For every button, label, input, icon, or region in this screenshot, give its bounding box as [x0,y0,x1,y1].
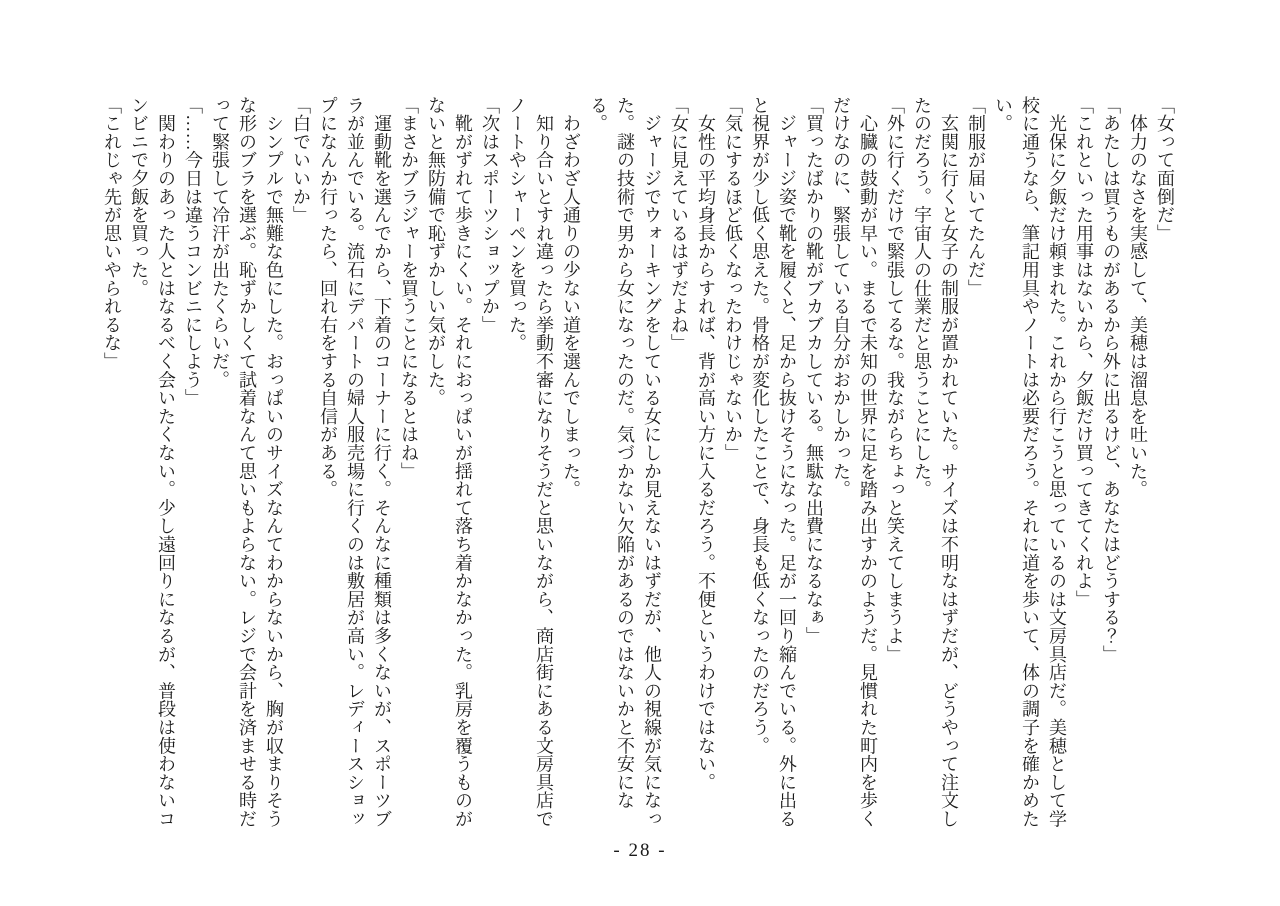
text-line: 体力のなさを実感して、美穂は溜息を吐いた。 [1128,96,1148,499]
page-number: - 28 - [613,840,667,861]
text-line: な形のブラを選ぶ。恥ずかしくて試着なんて思いもよらない。レジで会計を済ませる時だ [237,96,257,828]
text-line: プになんか行ったら、回れ右をする自信がある。 [318,96,338,499]
text-line: 「外に行くだけで緊張してるな。我ながらちょっと笑えてしまうよ」 [885,96,905,664]
text-line: シンプルで無難な色にした。おっぱいのサイズなんてわからないから、胸が収まりそう [264,96,284,828]
text-line: ないと無防備で恥ずかしい気がした。 [426,96,446,408]
text-line: たのだろう。宇宙人の仕業だと思うことにした。 [912,96,932,499]
text-line: 「これといった用事はないから、夕飯だけ買ってきてくれよ」 [1074,96,1094,609]
text-line: 「白でいいか」 [291,96,311,225]
text-line: ラが並んでいる。流石にデパートの婦人服売場に行くのは敷居が高い。レディースショッ [345,96,365,828]
text-line: ノートやシャーペンを買った。 [507,96,527,353]
text-line: 靴がずれて歩きにくい。それにおっぱいが揺れて落ち着かなかった。乳房を覆うものが [453,96,473,828]
text-line: 玄関に行くと女子の制服が置かれていた。サイズは不明なはずだが、どうやって注文し [939,96,959,828]
text-line: って緊張して冷汗が出たくらいだ。 [210,96,230,389]
text-line: 「次はスポーツショップか」 [480,96,500,334]
text-line: 光保に夕飯だけ頼まれた。これから行こうと思っているのは文房具店だ。美穂として学 [1047,96,1067,828]
text-line: 「気にするほど低くなったわけじゃないか」 [723,96,743,462]
text-line: 「これじゃ先が思いやられるな」 [102,96,122,371]
text-line: わざわざ人通りの少ない道を選んでしまった。 [561,96,581,499]
text-line: い。 [993,96,1013,133]
text-line: と視界が少し低く思えた。骨格が変化したことで、身長も低くなったのだろう。 [750,96,770,755]
text-line: 「女に見えているはずだよね」 [669,96,689,353]
text-line: だけなのに、緊張している自分がおかしかった。 [831,96,851,499]
text-line: ジャージでウォーキングをしている女にしか見えないはずだが、他人の視線が気になっ [642,96,662,828]
text-line: 関わりのあった人とはなるべく会いたくない。少し遠回りになるが、普段は使わないコ [156,96,176,828]
text-line: 「買ったばかりの靴がブカブカしている。無駄な出費になるなぁ」 [804,96,824,645]
text-line: ンビニで夕飯を買った。 [129,96,149,298]
text-line: 運動靴を選んでから、下着のコーナーに行く。そんなに種類は多くないが、スポーツブ [372,96,392,828]
text-line: 心臓の鼓動が早い。まるで未知の世界に足を踏み出すかのようだ。見慣れた町内を歩く [858,96,878,828]
text-line: 校に通うなら、筆記用具やノートは必要だろう。それに道を歩いて、体の調子を確かめた [1020,96,1040,828]
text-line: 「まさかブラジャーを買うことになるとはね」 [399,96,419,481]
vertical-text-block [98,96,1178,844]
text-line: 「女って面倒だ」 [1155,96,1175,243]
text-line: 「……今日は違うコンビニにしよう」 [183,96,203,408]
text-line: ジャージ姿で靴を履くと、足から抜けそうになった。足が一回り縮んでいる。外に出る [777,96,797,828]
text-line: 「あたしは買うものがあるから外に出るけど、あなたはどうする？」 [1101,96,1121,664]
text-line: 知り合いとすれ違ったら挙動不審になりそうだと思いながら、商店街にある文房具店で [534,96,554,828]
text-line: 「制服が届いてたんだ」 [966,96,986,298]
text-line: た。謎の技術で男から女になったのだ。気づかない欠陥があるのではないかと不安になる。 [588,96,635,810]
text-line: 女性の平均身長からすれば、背が高い方に入るだろう。不便というわけではない。 [696,96,716,792]
